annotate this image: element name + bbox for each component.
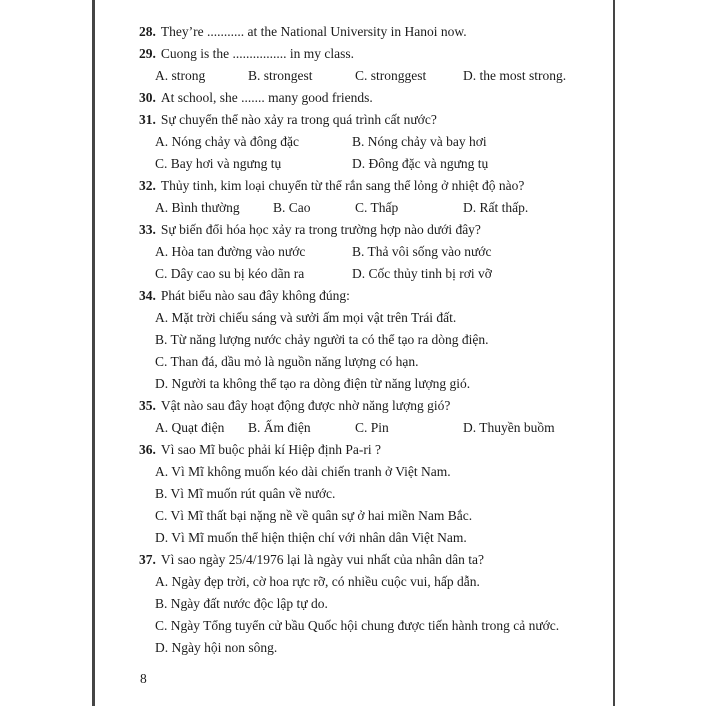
option-b: B. Cao [273, 200, 311, 215]
question-number: 37. [139, 552, 156, 567]
question-34-option-d: D. Người ta không thể tạo ra dòng điện từ năng lượng gió. [155, 376, 471, 391]
question-number: 33. [139, 222, 156, 237]
question-35 [139, 395, 591, 417]
question-32 [139, 175, 591, 197]
question-number: 34. [139, 288, 156, 303]
question-34-option-b: B. Từ năng lượng nước chảy người ta có thể tạo ra dòng điện. [155, 332, 489, 347]
question-36-option-d: D. Vì Mĩ muốn thể hiện thiện chí với nhân dân Việt Nam. [155, 530, 467, 545]
question-37-option-c: C. Ngày Tổng tuyển cử bầu Quốc hội chung được tiến hành trong cả nước. [155, 618, 560, 633]
question-37-option-d: D. Ngày hội non sông. [155, 640, 278, 655]
question-text: Thủy tinh, kim loại chuyển từ thể rắn sang thể lỏng ở nhiệt độ nào? [160, 178, 525, 193]
question-34-option-c: C. Than đá, dầu mỏ là nguồn năng lượng có hạn. [155, 354, 419, 369]
question-number: 29. [139, 46, 156, 61]
option-a: A. strong [155, 68, 206, 83]
question-36 [139, 439, 591, 461]
option-a: A. Quạt điện [155, 420, 225, 435]
option-c: C. Bay hơi và ngưng tụ [155, 156, 282, 171]
option-a: A. Hòa tan đường vào nước [155, 244, 306, 259]
question-32-options [139, 197, 591, 219]
question-31-options-row2 [139, 153, 591, 175]
option-d: D. Thuyền buồm [463, 420, 555, 435]
page-number: 8 [140, 671, 147, 686]
question-number: 30. [139, 90, 156, 105]
question-33-options-row2 [139, 263, 591, 285]
question-number: 35. [139, 398, 156, 413]
question-text: Vật nào sau đây hoạt động được nhờ năng lượng gió? [160, 398, 451, 413]
question-text: At school, she ....... many good friends. [160, 90, 373, 105]
question-text: Sự chuyển thể nào xảy ra trong quá trình cất nước? [160, 112, 437, 127]
question-29 [139, 43, 591, 65]
question-37-option-a: A. Ngày đẹp trời, cờ hoa rực rỡ, có nhiều cuộc vui, hấp dẫn. [155, 574, 480, 589]
question-37-option-b: B. Ngày đất nước độc lập tự do. [155, 596, 328, 611]
question-36-option-c: C. Vì Mĩ thất bại nặng nề về quân sự ở hai miền Nam Bắc. [155, 508, 473, 523]
option-a: A. Bình thường [155, 200, 240, 215]
question-37 [139, 549, 591, 571]
option-b: B. strongest [248, 68, 313, 83]
option-c: C. Dây cao su bị kéo dãn ra [155, 266, 305, 281]
question-34 [139, 285, 591, 307]
question-number: 32. [139, 178, 156, 193]
question-31-options-row1 [139, 131, 591, 153]
option-c: C. Thấp [355, 200, 399, 215]
option-a: A. Nóng chảy và đông đặc [155, 134, 299, 149]
question-number: 28. [139, 24, 156, 39]
question-text: Sự biến đổi hóa học xảy ra trong trường hợp nào dưới đây? [160, 222, 481, 237]
question-31 [139, 109, 591, 131]
option-b: B. Ấm điện [248, 420, 311, 435]
question-29-options [139, 65, 591, 87]
option-d: D. the most strong. [463, 68, 567, 83]
question-text: Vì sao Mĩ buộc phải kí Hiệp định Pa-ri ? [160, 442, 381, 457]
question-30 [139, 87, 591, 109]
question-list [139, 21, 591, 659]
option-b: B. Thả vôi sống vào nước [352, 244, 492, 259]
option-d: D. Đông đặc và ngưng tụ [352, 156, 489, 171]
question-text: Cuong is the ................ in my class. [160, 46, 354, 61]
page-left-rule [92, 0, 95, 706]
option-d: D. Cốc thủy tinh bị rơi vỡ [352, 266, 492, 281]
question-number: 36. [139, 442, 156, 457]
question-33-options-row1 [139, 241, 591, 263]
option-b: B. Nóng chảy và bay hơi [352, 134, 487, 149]
option-c: C. Pin [355, 420, 389, 435]
question-36-option-b: B. Vì Mĩ muốn rút quân về nước. [155, 486, 336, 501]
option-c: C. stronggest [355, 68, 427, 83]
page-right-rule [613, 0, 615, 706]
question-text: Vì sao ngày 25/4/1976 lại là ngày vui nhất của nhân dân ta? [160, 552, 485, 567]
question-33 [139, 219, 591, 241]
question-28 [139, 21, 591, 43]
question-35-options [139, 417, 591, 439]
question-text: They’re ........... at the National University in Hanoi now. [160, 24, 467, 39]
question-36-option-a: A. Vì Mĩ không muốn kéo dài chiến tranh ở Việt Nam. [155, 464, 451, 479]
question-34-option-a: A. Mặt trời chiếu sáng và sưởi ấm mọi vật trên Trái đất. [155, 310, 457, 325]
question-text: Phát biểu nào sau đây không đúng: [160, 288, 350, 303]
option-d: D. Rất thấp. [463, 200, 529, 215]
question-number: 31. [139, 112, 156, 127]
